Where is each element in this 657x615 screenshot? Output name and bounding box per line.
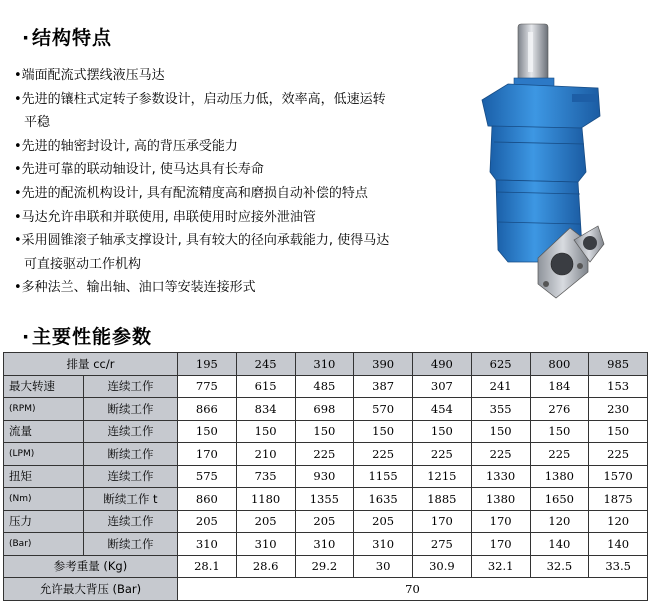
table-cell: 140 [530, 533, 589, 556]
displacement-value: 985 [589, 353, 648, 376]
table-cell: 241 [471, 375, 530, 398]
table-cell: 150 [413, 420, 472, 443]
feature-item: •先进的配流机构设计, 具有配流精度高和磨损自动补偿的特点 [14, 185, 368, 201]
table-cell: 225 [530, 443, 589, 466]
table-cell: 140 [589, 533, 648, 556]
table-cell: 225 [589, 443, 648, 466]
weight-value: 29.2 [295, 555, 354, 578]
table-cell: 1330 [471, 465, 530, 488]
group-unit: (Bar) [4, 533, 84, 556]
weight-label: 参考重量 (Kg) [4, 555, 178, 578]
table-row [4, 375, 648, 398]
feature-item: •端面配流式摆线液压马达 [14, 68, 165, 83]
table-row [4, 398, 648, 421]
backpressure-label: 允许最大背压 (Bar) [4, 578, 178, 601]
mode-label: 连续工作 [84, 510, 178, 533]
table-cell: 310 [236, 533, 295, 556]
feature-item: •采用圆锥滚子轴承支撑设计, 具有较大的径向承载能力, 使得马达 [14, 233, 390, 249]
table-cell: 150 [589, 420, 648, 443]
weight-value: 30.9 [413, 555, 472, 578]
table-cell: 205 [236, 510, 295, 533]
table-cell: 454 [413, 398, 472, 421]
title-bullet: · [22, 326, 31, 348]
table-cell: 225 [354, 443, 413, 466]
table-cell: 150 [471, 420, 530, 443]
table-cell: 570 [354, 398, 413, 421]
title-text: 主要性能参数 [32, 326, 153, 348]
weight-value: 28.1 [178, 555, 237, 578]
table-cell: 170 [413, 510, 472, 533]
table-cell: 225 [471, 443, 530, 466]
table-cell: 485 [295, 375, 354, 398]
table-cell: 860 [178, 488, 237, 511]
table-cell: 230 [589, 398, 648, 421]
mode-label: 断续工作 t [84, 488, 178, 511]
table-cell: 735 [236, 465, 295, 488]
table-cell: 387 [354, 375, 413, 398]
backpressure-row [4, 578, 648, 601]
feature-item: •先进的镶柱式定转子参数设计，启动压力低，效率高，低速运转 [14, 91, 386, 107]
performance-table [3, 352, 648, 601]
table-cell: 310 [295, 533, 354, 556]
table-cell: 310 [354, 533, 413, 556]
table-cell: 184 [530, 375, 589, 398]
displacement-value: 625 [471, 353, 530, 376]
title-bullet: · [22, 27, 31, 49]
group-name: 最大转速 [4, 375, 84, 398]
table-row [4, 510, 648, 533]
table-cell: 153 [589, 375, 648, 398]
displacement-value: 800 [530, 353, 589, 376]
group-name: 压力 [4, 510, 84, 533]
table-row [4, 533, 648, 556]
table-cell: 1215 [413, 465, 472, 488]
table-cell: 615 [236, 375, 295, 398]
feature-item-continuation: 可直接驱动工作机构 [24, 256, 142, 272]
displacement-value: 310 [295, 353, 354, 376]
table-cell: 205 [354, 510, 413, 533]
feature-item: •多种法兰、输出轴、油口等安装连接形式 [14, 280, 256, 296]
table-cell: 120 [530, 510, 589, 533]
table-cell: 150 [178, 420, 237, 443]
table-cell: 150 [295, 420, 354, 443]
table-cell: 225 [413, 443, 472, 466]
table-cell: 225 [295, 443, 354, 466]
table-row [4, 443, 648, 466]
group-unit: (Nm) [4, 488, 84, 511]
displacement-label: 排量 cc/r [4, 353, 178, 376]
table-cell: 698 [295, 398, 354, 421]
feature-item-continuation: 平稳 [24, 115, 51, 131]
table-cell: 575 [178, 465, 237, 488]
table-cell: 1875 [589, 488, 648, 511]
table-cell: 210 [236, 443, 295, 466]
table-cell: 120 [589, 510, 648, 533]
weight-row [4, 555, 648, 578]
table-cell: 205 [295, 510, 354, 533]
weight-value: 32.1 [471, 555, 530, 578]
table-header-row [4, 353, 648, 376]
table-cell: 866 [178, 398, 237, 421]
mode-label: 断续工作 [84, 443, 178, 466]
backpressure-value: 70 [178, 578, 648, 601]
table-cell: 1380 [471, 488, 530, 511]
table-cell: 310 [178, 533, 237, 556]
table-cell: 1355 [295, 488, 354, 511]
table-cell: 1570 [589, 465, 648, 488]
hydraulic-motor-image [478, 22, 608, 300]
table-cell: 170 [178, 443, 237, 466]
table-cell: 276 [530, 398, 589, 421]
group-name: 扭矩 [4, 465, 84, 488]
mode-label: 连续工作 [84, 465, 178, 488]
displacement-value: 390 [354, 353, 413, 376]
weight-value: 30 [354, 555, 413, 578]
section-title-structure [22, 23, 112, 50]
feature-list [14, 64, 444, 300]
feature-item: •先进可靠的联动轴设计, 使马达具有长寿命 [14, 162, 264, 178]
displacement-value: 490 [413, 353, 472, 376]
displacement-value: 195 [178, 353, 237, 376]
group-name: 流量 [4, 420, 84, 443]
table-cell: 1635 [354, 488, 413, 511]
table-cell: 150 [236, 420, 295, 443]
mode-label: 连续工作 [84, 375, 178, 398]
table-cell: 307 [413, 375, 472, 398]
table-cell: 275 [413, 533, 472, 556]
table-cell: 355 [471, 398, 530, 421]
weight-value: 28.6 [236, 555, 295, 578]
table-cell: 1155 [354, 465, 413, 488]
table-row [4, 420, 648, 443]
section-title-performance [22, 322, 152, 349]
table-cell: 170 [471, 533, 530, 556]
table-cell: 1650 [530, 488, 589, 511]
weight-value: 32.5 [530, 555, 589, 578]
feature-item: •先进的轴密封设计, 高的背压承受能力 [14, 138, 238, 154]
mode-label: 连续工作 [84, 420, 178, 443]
table-cell: 205 [178, 510, 237, 533]
table-cell: 170 [471, 510, 530, 533]
group-unit: (LPM) [4, 443, 84, 466]
table-cell: 1885 [413, 488, 472, 511]
feature-item: •马达允许串联和并联使用, 串联使用时应接外泄油管 [14, 209, 316, 225]
group-unit: (RPM) [4, 398, 84, 421]
table-cell: 150 [354, 420, 413, 443]
table-row [4, 465, 648, 488]
displacement-value: 245 [236, 353, 295, 376]
table-cell: 1380 [530, 465, 589, 488]
mode-label: 断续工作 [84, 533, 178, 556]
mode-label: 断续工作 [84, 398, 178, 421]
title-text: 结构特点 [32, 27, 113, 49]
table-cell: 775 [178, 375, 237, 398]
weight-value: 33.5 [589, 555, 648, 578]
table-cell: 930 [295, 465, 354, 488]
table-cell: 1180 [236, 488, 295, 511]
table-row [4, 488, 648, 511]
table-cell: 150 [530, 420, 589, 443]
table-cell: 834 [236, 398, 295, 421]
